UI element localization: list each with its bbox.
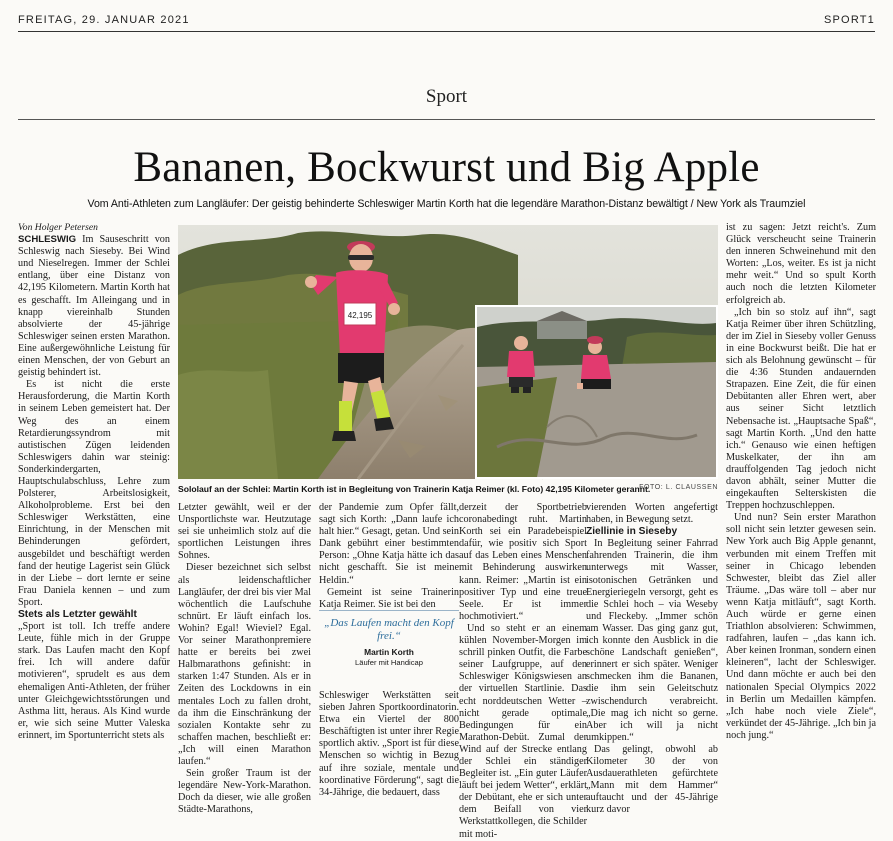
paragraph: In Begleitung seiner Fahrrad fahrenden Trainerin, die ihm unterwegs mit Wasser, isotonischen Getränken und Energieriegeln versorgt, geht es die Schlei hoch – via Weseby und Fleckeby. „Immer schön am Wasser. Das ging ganz gut, ich konnte den Ausblick in die schöne Landschaft genießen“, erinnert er sich später. Weniger schmecken ihm die Bananen, die ihm sein Geleitschutz zwischendurch verabreicht. „Die mag ich nicht so gerne. Aber ich will ja nicht umkippen.“ [586, 538, 718, 743]
paragraph: Dieser bezeichnet sich selbst als leidenschaftlicher Langläufer, der drei bis vier Mal wöchentlich die Laufschuhe schnürt. Er läuft einfach los. Wohin? Egal! Wieviel? Egal. Vor seiner Marathonpremiere hatte er bereits bei zwei Halbmarathons geﬁnisht: in starken 1:47 Stunden. Als er in Zeiten des Lockdowns in ein mentales Loch zu fallen droht, da ihm die Einschränkung der sozialen Kontakte sehr zu schaffen machen, beschließt er: „Ich will einen Marathon laufen.“ [178, 562, 311, 767]
paragraph: Es ist nicht die erste Herausforderung, die Martin Korth in seinem Leben gemeistert hat. Der Weg des an einem Retardierungssyndrom mit autistischen Zügen leidenden Schleswigers dahin war steinig: Sonderkindergarten, Hauptschulabschluss, Lehre zum Polsterer, Arbeitslosigkeit, Alkoholprobleme. Erst bei den Schleswiger Werkstätten, eine Einrichtung, in der Menschen mit Behinderungen gefördert, ausgebildet und beschäftigt werden fand der heutige Lagerist sein Glück in der Liebe – dort lernte er seine Frau Daniela kennen – und zum Sport. [18, 379, 170, 608]
photo-caption [178, 484, 718, 494]
article-subhead: Vom Anti-Athleten zum Langläufer: Der geistig behinderte Schleswiger Martin Korth hat die legendäre Marathon-Distanz bewältigt / New York als Traumziel [87, 198, 806, 210]
pull-quote [319, 610, 459, 686]
paragraph: vierenden Worten angefertigt haben, in Bewegung setzt. [586, 502, 718, 526]
photo-credit: FOTO: L. CLAUSSEN [639, 484, 718, 491]
quote-text: „Das Laufen macht den Kopf frei.“ [324, 617, 454, 642]
paragraph: Letzter gewählt, weil er der Unsportlichste war. Heutzutage sei sie unheimlich stolz auf die sportlichen Leistungen ihres Sohnes. [178, 502, 311, 562]
paragraph: Sein großer Traum ist der legendäre New-York-Marathon. Doch da dieser, wie alle großen Städte-Marathons, [178, 768, 311, 816]
inset-photo [475, 305, 718, 479]
byline: Von Holger Petersen [18, 222, 98, 233]
section-rule [18, 119, 875, 120]
paragraph: der Pandemie zum Opfer fällt, sagt sich Korth: „Dann laufe ich halt hier.“ Gesagt, getan. Und sein Dank gebührt einer bestimmten Person: „Ohne Katja hätte ich das nicht geschafft. Sie ist meine Heldin.“ [319, 502, 459, 586]
paragraph: Das gelingt, obwohl ab Kilometer 30 der von Ausdauerathleten gefürchtete „Mann mit dem Hammer“ auftaucht und der 45-Jährige kurz davor [586, 743, 718, 816]
trainer-photo [477, 307, 716, 477]
article-column-3 [319, 502, 459, 614]
paragraph: „Sport ist toll. Ich treffe andere Leute, fühle mich in der Gruppe stark. Das Laufen macht den Kopf frei. Ich will andere dafür motivieren“, sprudelt es aus dem ehemaligen Anti-Athleten, der früher unter Gleichgewichtsstörungen und Asthma litt, heraus. Als Kind wurde er, wie sich seine Mutter Valeska erinnert, im Sportunterricht stets als [18, 621, 170, 741]
section-title: Sport [425, 86, 468, 107]
paragraph: Und nun? Sein erster Marathon soll nicht sein letzter gewesen sein. New York auch Big Apple genannt, verbunden mit einem Treffen mit seiner in Chicago lebenden Schwester, bleibt das Ziel aller Träume. „Das wäre toll – aber nur wenn Katja mitläuft“, sagt Korth. Auch würde er gerne einen Triathlon absolvieren: Schwimmen, radfahren, laufen – „das kann ich. Aber keinen Ironman, sondern einen kleineren“, lacht der Schleswiger. Und dann möchte er auch bei den nationalen Special Olympics 2022 in Berlin um Medaillen kämpfen. „Ich habe noch viele Ziele“, verkündet der 45-Jährige. „Ich bin ja noch jung.“ [726, 512, 876, 741]
subtitle: Stets als Letzter gewählt [18, 609, 137, 620]
race-bib: 42,195 [347, 311, 373, 320]
quote-rule [319, 610, 459, 611]
page-header [18, 14, 875, 32]
article-column-2 [178, 502, 311, 822]
paragraph: Und so steht er an einem kühlen November-Morgen im schrill pinken Outfit, die Farbe seiner Laufgruppe, auf den Schleswiger Königswiesen an der virtuellen Startlinie. Das echt norddeutschen Wetter – nicht gerade optimale Bedingungen für ein Marathon-Debüt. Zumal der Wind auf der Strecke entlang der Schlei ein ständiger Begleiter ist. „Ein guter Läufer läuft bei jedem Wetter“, erklärt der Debütant, ehe er sich unter dem Beifall von vier Werkstattkollegen, die Schilder mit moti- [459, 622, 587, 840]
paragraph: derzeit der Sportbetrieb coronabedingt ruht. Martin Korth sei ein Paradebeispiel dafür, wie positiv sich Sport auf das Leben eines Menschen mit Behinderung auswirken kann. Reimer: „Martin ist ein positiver Typ und eine treue Seele. Er ist immer hochmotiviert.“ [459, 502, 587, 622]
quote-author-role: Läufer mit Handicap [355, 658, 423, 667]
paragraph: Gemeint ist seine Trainerin Katja Reimer. Sie ist bei den [319, 586, 459, 610]
article-column-3-continued [319, 690, 459, 822]
article-column-1 [18, 222, 170, 822]
issue-date: FREITAG, 29. JANUAR 2021 [18, 14, 190, 26]
article-column-4 [459, 502, 587, 840]
article-column-5 [586, 502, 718, 822]
paragraph-text: Im Sauseschritt von Schleswig nach Sieseby. Bei Wind und Nieselregen. Immer der Schlei entlang, über eine Distanz von 42,195 Kilometern. Martin Korth hat es geschafft. Im Alleingang und in knapp viereinhalb Stunden absolvierte der 45-jährige Schleswiger seinen ersten Marathon. Eine außergewöhnliche Leistung für einen Menschen, der von Geburt an geistig behindert ist. [18, 234, 170, 379]
page-label: SPORT1 [823, 14, 875, 26]
subtitle: Ziellinie in Sieseby [586, 526, 678, 538]
paragraph: Schleswiger Werkstätten seit sieben Jahren Sportkoordinatorin. Etwa ein Viertel der 800 Beschäftigten ist unter ihrer Regie sportlich aktiv. „Sport ist für diese Menschen so wichtig in Bezug auf ihre soziale, mentale und koordinative Förderung“, sagt die 34-Jährige, die bedauert, dass [319, 690, 459, 798]
header-rule [18, 31, 875, 32]
paragraph: ist zu sagen: Jetzt reicht's. Zum Glück verscheucht seine Trainerin den inneren Schweinehund mit den Worten: „Los, weiter. Es ist ja nicht mehr weit.“ Und so spult Korth auch noch die letzten Kilometer erfolgreich ab. [726, 222, 876, 306]
dateline: SCHLESWIG [18, 234, 77, 246]
paragraph: „Ich bin so stolz auf ihn“, sagt Katja Reimer über ihren Schützling, der im Ziel in Sieseby voller Genuss in eine Bockwurst beißt. Die hat er sich als Belohnung gewünscht – für die 4:36 Stunden andauernden Strapazen. Eine Zeit, die für einen Debütanten aller Ehren wert, aber aus seiner Sicht letztlich Nebensache ist. „Hauptsache Spaß“, sagt Martin Korth. „Und den hatte ich.“ Genauso wie einen heftigen Muskelkater, der ihn am drauffolgenden Tag jedoch nicht davon abhält, seiner Mutter die eingekauften Selterskisten die Treppen hochzuschleppen. [726, 306, 876, 512]
caption-text: Sololauf an der Schlei: Martin Korth ist in Begleitung von Trainerin Katja Reimer (kl. Foto) 42,195 Kilometer gerannt. [178, 484, 651, 494]
article-headline: Bananen, Bockwurst und Big Apple [133, 144, 760, 191]
article-column-6 [726, 222, 876, 822]
paragraph [18, 234, 170, 379]
quote-author: Martin Korth [364, 647, 414, 657]
